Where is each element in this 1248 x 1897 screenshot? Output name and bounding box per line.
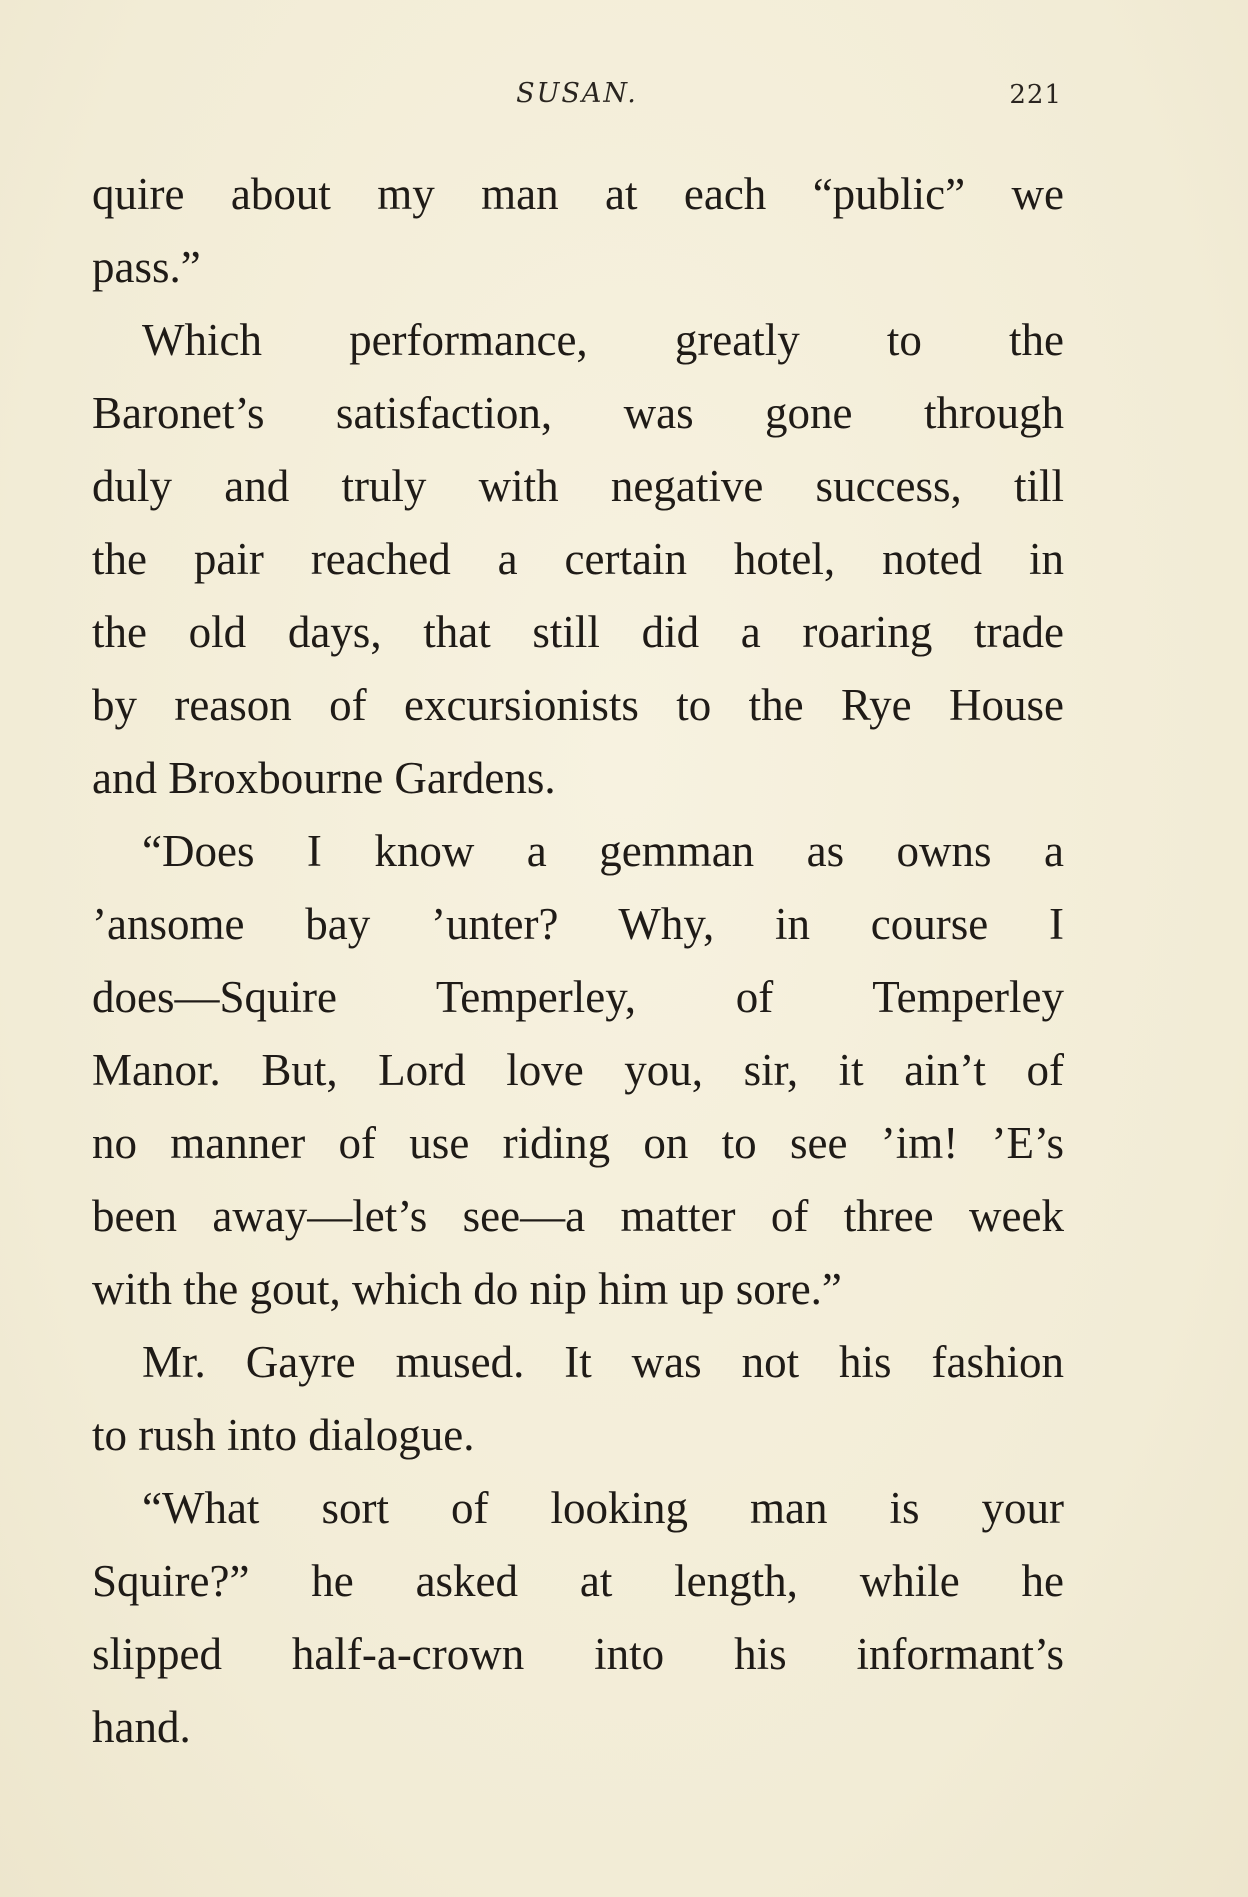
running-title: SUSAN. <box>516 78 638 109</box>
text-line: and Broxbourne Gardens. <box>92 753 556 803</box>
text-line: Which performance, greatly to the <box>142 315 1064 365</box>
text-line: Manor. But, Lord love you, sir, it ain’t of <box>92 1045 1064 1095</box>
text-line: the pair reached a certain hotel, noted in <box>92 534 1064 584</box>
text-line: with the gout, which do nip him up sore.” <box>92 1264 842 1314</box>
text-line: Squire?” he asked at length, while he <box>92 1556 1064 1606</box>
text-line: been away—let’s see—a matter of three week <box>92 1191 1064 1241</box>
text-line: slipped half-a-crown into his informant’s <box>92 1629 1064 1679</box>
text-line: Mr. Gayre mused. It was not his fashion <box>142 1337 1064 1387</box>
text-line: ’ansome bay ’unter? Why, in course I <box>92 899 1064 949</box>
text-line: does—Squire Temperley, of Temperley <box>92 972 1064 1022</box>
text-line: to rush into dialogue. <box>92 1410 475 1460</box>
text-line: “Does I know a gemman as owns a <box>142 826 1064 876</box>
text-line: by reason of excursionists to the Rye House <box>92 680 1064 730</box>
running-head <box>92 78 1062 118</box>
text-line: “What sort of looking man is your <box>142 1483 1064 1533</box>
text-line: quire about my man at each “public” we <box>92 169 1064 219</box>
body-text <box>92 158 1064 1764</box>
text-line: the old days, that still did a roaring trade <box>92 607 1064 657</box>
text-line: duly and truly with negative success, till <box>92 461 1064 511</box>
text-line: no manner of use riding on to see ’im! ’E’s <box>92 1118 1064 1168</box>
page-number: 221 <box>1009 80 1062 110</box>
text-line: Baronet’s satisfaction, was gone through <box>92 388 1064 438</box>
text-line: hand. <box>92 1702 191 1752</box>
text-line: pass.” <box>92 242 201 292</box>
